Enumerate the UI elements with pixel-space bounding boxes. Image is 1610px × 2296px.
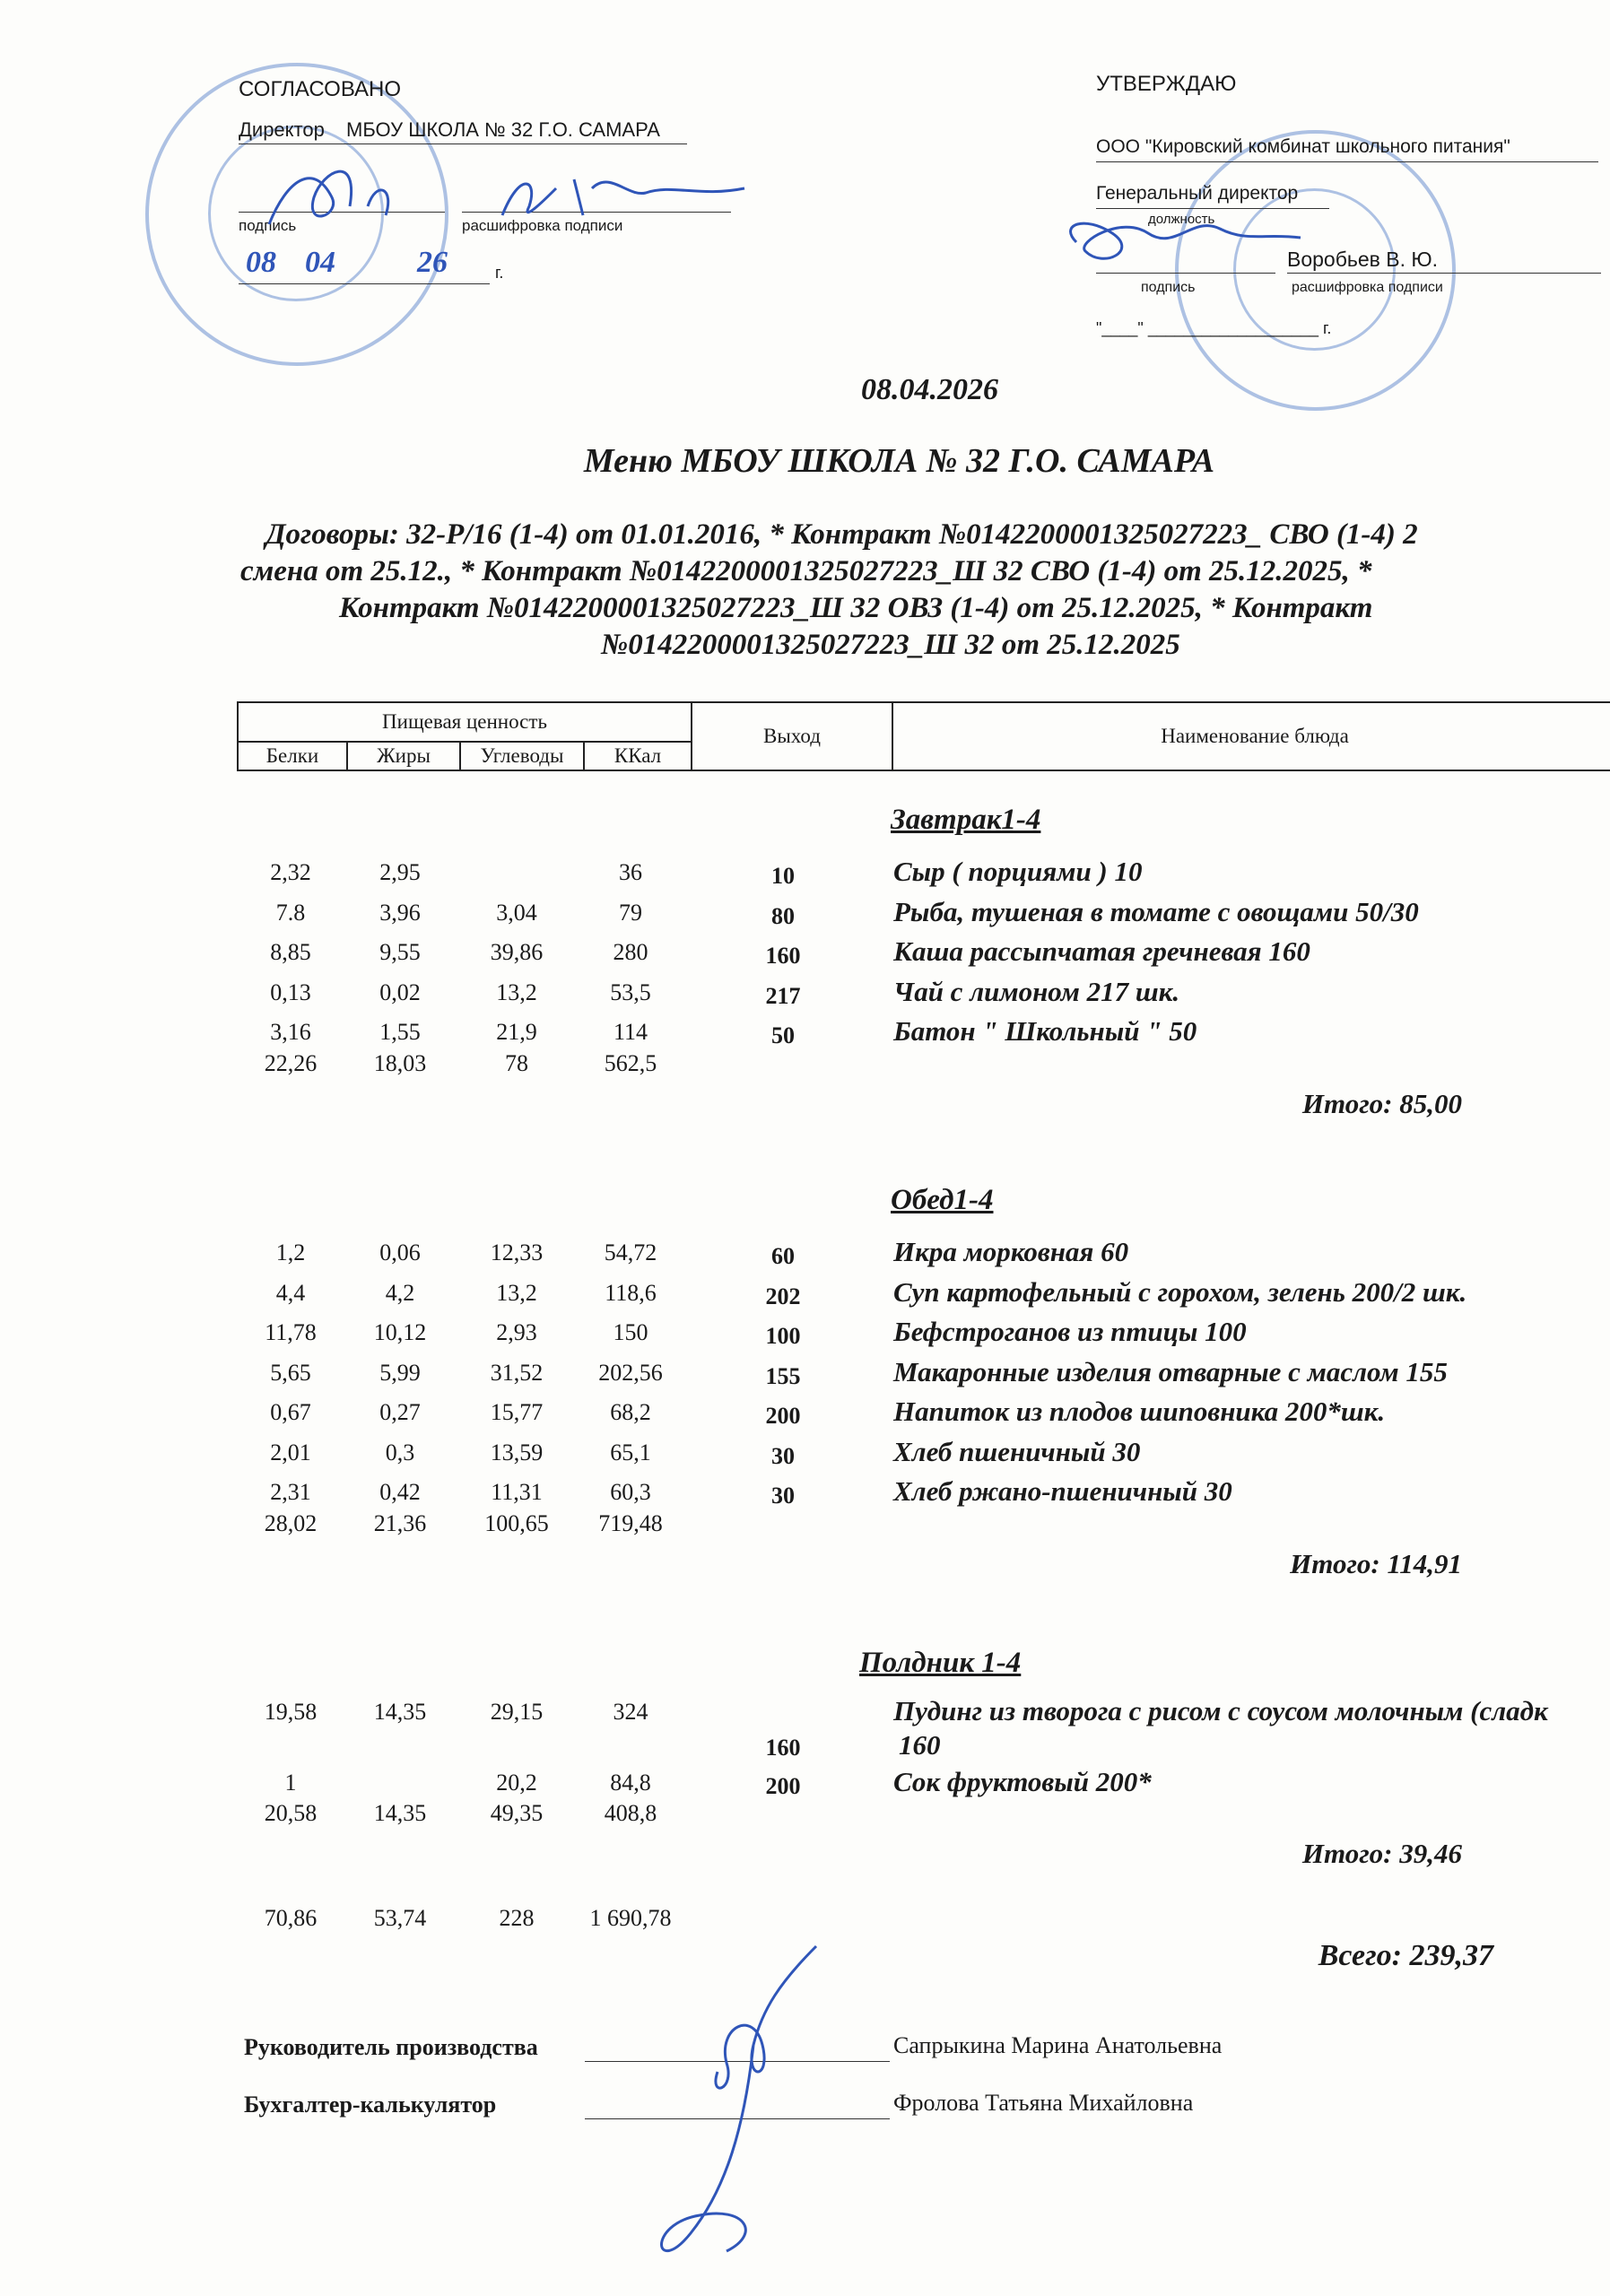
dish-name: Бефстроганов из птицы 100 (893, 1316, 1247, 1347)
cell-output: 200 (765, 1403, 801, 1429)
cell-c: 31,52 (490, 1359, 544, 1386)
cell-output: 50 (771, 1022, 795, 1048)
cell-output: 155 (765, 1362, 801, 1389)
cell-k: 53,5 (610, 978, 651, 1005)
cell-output: 202 (765, 1283, 801, 1309)
signature-name-2: Фролова Татьяна Михайловна (893, 2090, 1194, 2116)
dish-name: Хлеб ржано-пшеничный 30 (893, 1475, 1232, 1507)
section-title: Завтрак1-4 (891, 804, 1041, 836)
contracts-block (242, 517, 1610, 664)
cell-c: 13,2 (496, 1279, 537, 1306)
section-total-f: 18,03 (373, 1049, 427, 1076)
cell-k: 54,72 (604, 1239, 657, 1265)
section-total-k: 562,5 (604, 1049, 657, 1076)
cell-p: 4,4 (275, 1279, 306, 1306)
cell-p: 19,58 (264, 1699, 318, 1725)
approval-right-caption-position: должность (1148, 212, 1215, 227)
section-total-f: 21,36 (373, 1509, 427, 1536)
approval-left-date-year: 26 (417, 246, 448, 279)
header-proteins: Белки (238, 742, 347, 770)
approval-left-year-suffix: г. (495, 264, 504, 282)
header-nutrition: Пищевая ценность (238, 702, 692, 742)
section-total-f: 14,35 (373, 1800, 427, 1826)
dish-name: Чай с лимоном 217 шк. (893, 975, 1180, 1007)
cell-k: 60,3 (610, 1479, 651, 1505)
dish-name: Напиток из плодов шиповника 200*шк. (893, 1396, 1386, 1427)
cell-p: 5,65 (270, 1359, 311, 1386)
dish-name: Хлеб пшеничный 30 (893, 1435, 1141, 1467)
cell-k: 118,6 (605, 1279, 657, 1306)
header-kcal: ККал (584, 742, 692, 770)
signature-left-icon (251, 144, 753, 242)
cell-k: 114 (613, 1019, 648, 1045)
cell-f: 5,99 (379, 1359, 421, 1386)
cell-k: 68,2 (610, 1399, 651, 1425)
approval-right-position: Генеральный директор (1096, 183, 1299, 204)
cell-f: 0,02 (379, 978, 421, 1005)
section-total-c: 49,35 (490, 1800, 544, 1826)
header-carbs: Углеводы (460, 742, 584, 770)
cell-output: 200 (765, 1772, 801, 1799)
cell-output: 10 (771, 863, 795, 889)
cell-k: 79 (619, 899, 642, 926)
menu-header-table (237, 701, 1610, 771)
header-fats: Жиры (347, 742, 460, 770)
cell-c: 29,15 (490, 1699, 544, 1725)
dish-name: Макаронные изделия отварные с маслом 155 (893, 1355, 1448, 1387)
cell-f: 2,95 (379, 859, 421, 885)
cell-c: 39,86 (490, 939, 544, 965)
cell-output: 160 (765, 1735, 801, 1761)
cell-p: 7.8 (275, 899, 306, 926)
cell-p: 0,13 (270, 978, 311, 1005)
header-dish-name: Наименование блюда (892, 702, 1610, 770)
cell-output: 160 (765, 943, 801, 969)
dish-name: Сыр ( порциями ) 10 (893, 856, 1143, 887)
approval-left-date-day: 08 (246, 246, 276, 279)
cell-f: 0,27 (379, 1399, 421, 1425)
cell-f: 0,3 (385, 1439, 415, 1465)
cell-p: 2,31 (270, 1479, 311, 1505)
cell-output: 217 (765, 982, 801, 1009)
dish-name: Суп картофельный с горохом, зелень 200/2 шк. (893, 1275, 1467, 1308)
signature-right-icon (1049, 179, 1318, 278)
dish-name: Батон " Школьный " 50 (893, 1015, 1197, 1047)
cell-k: 150 (613, 1319, 648, 1345)
contracts-line-3: Контракт №0142200001325027223_Ш 32 ОВЗ (1-4) от 25.12.2025, * Контракт (339, 592, 1373, 624)
cell-p: 8,85 (270, 939, 311, 965)
section-total-c: 78 (505, 1049, 528, 1076)
section-title: Полдник 1-4 (859, 1647, 1022, 1679)
dish-name: Каша рассыпчатая гречневая 160 (893, 935, 1310, 967)
cell-c: 20,2 (496, 1769, 537, 1796)
cell-p: 0,67 (270, 1399, 311, 1425)
approval-left-block (0, 0, 807, 377)
approval-left-position: Директор (239, 118, 325, 141)
cell-f: 0,42 (379, 1479, 421, 1505)
approval-right-date-blank: "____" ___________________ г. (1096, 319, 1332, 337)
cell-output: 30 (771, 1442, 795, 1469)
header-output: Выход (692, 702, 892, 770)
cell-c: 21,9 (496, 1019, 537, 1045)
grand-total-carbs: 228 (499, 1905, 535, 1931)
section-title: Обед1-4 (891, 1184, 994, 1216)
cell-f: 14,35 (373, 1699, 427, 1725)
cell-p: 11,78 (265, 1319, 317, 1345)
cell-f: 3,96 (379, 899, 421, 926)
cell-k: 84,8 (610, 1769, 651, 1796)
cell-output: 30 (771, 1483, 795, 1509)
approval-right-org-underline (1096, 161, 1598, 162)
cell-k: 280 (613, 939, 648, 965)
approval-left-date-line (239, 283, 490, 284)
contracts-line-2: смена от 25.12., * Контракт №0142200001325027223_Ш 32 СВО (1-4) от 25.12.2025, * (240, 555, 1372, 587)
section-total-c: 100,65 (484, 1509, 549, 1536)
approval-left-caption-decode: расшифровка подписи (462, 217, 623, 234)
approval-right-caption-decode: расшифровка подписи (1292, 280, 1443, 295)
signature-role-2: Бухгалтер-калькулятор (244, 2092, 497, 2118)
approval-left-org: МБОУ ШКОЛА № 32 Г.О. САМАРА (346, 118, 660, 141)
dish-name: Пудинг из творога с рисом с соусом молочным (сладк (893, 1695, 1548, 1726)
cell-f: 1,55 (379, 1019, 421, 1045)
dish-name: Сок фруктовый 200* (893, 1765, 1152, 1797)
grand-total-vsego: Всего: 239,37 (1318, 1939, 1493, 1972)
approval-right-caption-sign: подпись (1141, 280, 1196, 295)
cell-f: 0,06 (379, 1239, 421, 1265)
approval-left-caption-sign: подпись (239, 217, 297, 234)
dish-name: Рыба, тушеная в томате с овощами 50/30 (893, 895, 1419, 927)
cell-p: 1 (284, 1769, 297, 1796)
document-title: Меню МБОУ ШКОЛА № 32 Г.О. САМАРА (583, 442, 1215, 480)
cell-p: 2,32 (270, 859, 311, 885)
section-itogo: Итого: 85,00 (1301, 1087, 1462, 1119)
cell-p: 2,01 (270, 1439, 311, 1465)
signature-role-1: Руководитель производства (244, 2034, 538, 2060)
approval-left-heading: СОГЛАСОВАНО (239, 77, 402, 101)
section-itogo: Итого: 39,46 (1301, 1838, 1462, 1869)
cell-output: 100 (765, 1323, 801, 1349)
cell-output: 60 (771, 1243, 795, 1269)
approval-right-block (1031, 0, 1610, 430)
approval-right-name-line (1287, 273, 1601, 274)
section-total-k: 408,8 (604, 1800, 657, 1826)
cell-c: 2,93 (496, 1319, 537, 1345)
contracts-line-4: №0142200001325027223_Ш 32 от 25.12.2025 (601, 629, 1180, 661)
cell-c: 15,77 (490, 1399, 544, 1425)
section-total-p: 20,58 (264, 1800, 318, 1826)
cell-f: 10,12 (373, 1319, 427, 1345)
grand-total-fats: 53,74 (373, 1905, 427, 1931)
cell-f: 9,55 (379, 939, 421, 965)
approval-right-heading: УТВЕРЖДАЮ (1096, 72, 1237, 96)
section-total-p: 28,02 (264, 1509, 318, 1536)
dish-name-continuation: 160 (899, 1729, 941, 1761)
signature-name-1: Сапрыкина Марина Анатольевна (893, 2032, 1223, 2058)
cell-c: 12,33 (490, 1239, 544, 1265)
cell-c: 13,59 (490, 1439, 544, 1465)
cell-k: 65,1 (610, 1439, 651, 1465)
cell-f: 4,2 (385, 1279, 415, 1306)
cell-p: 1,2 (275, 1239, 306, 1265)
cell-k: 202,56 (598, 1359, 663, 1386)
cell-c: 11,31 (491, 1479, 543, 1505)
approval-left-date-month: 04 (305, 246, 335, 279)
contracts-line-1: Договоры: 32-Р/16 (1-4) от 01.01.2016, * Контракт №0142200001325027223_ СВО (1-4) 2 (265, 518, 1418, 551)
grand-total-kcal: 1 690,78 (589, 1905, 672, 1931)
approval-right-name: Воробьев В. Ю. (1287, 248, 1439, 271)
grand-total-proteins: 70,86 (264, 1905, 318, 1931)
section-total-p: 22,26 (264, 1049, 318, 1076)
cell-p: 3,16 (270, 1019, 311, 1045)
section-total-k: 719,48 (598, 1509, 663, 1536)
signature-bottom-icon (619, 1928, 888, 2287)
cell-c: 13,2 (496, 978, 537, 1005)
approval-right-org: ООО "Кировский комбинат школьного питания" (1096, 136, 1510, 157)
dish-name: Икра морковная 60 (893, 1236, 1129, 1267)
cell-k: 36 (619, 859, 642, 885)
cell-output: 80 (771, 902, 795, 929)
section-itogo: Итого: 114,91 (1290, 1547, 1462, 1579)
cell-c: 3,04 (496, 899, 537, 926)
cell-k: 324 (613, 1699, 648, 1725)
approval-right-sign-line (1096, 273, 1275, 274)
document-date: 08.04.2026 (861, 373, 998, 406)
